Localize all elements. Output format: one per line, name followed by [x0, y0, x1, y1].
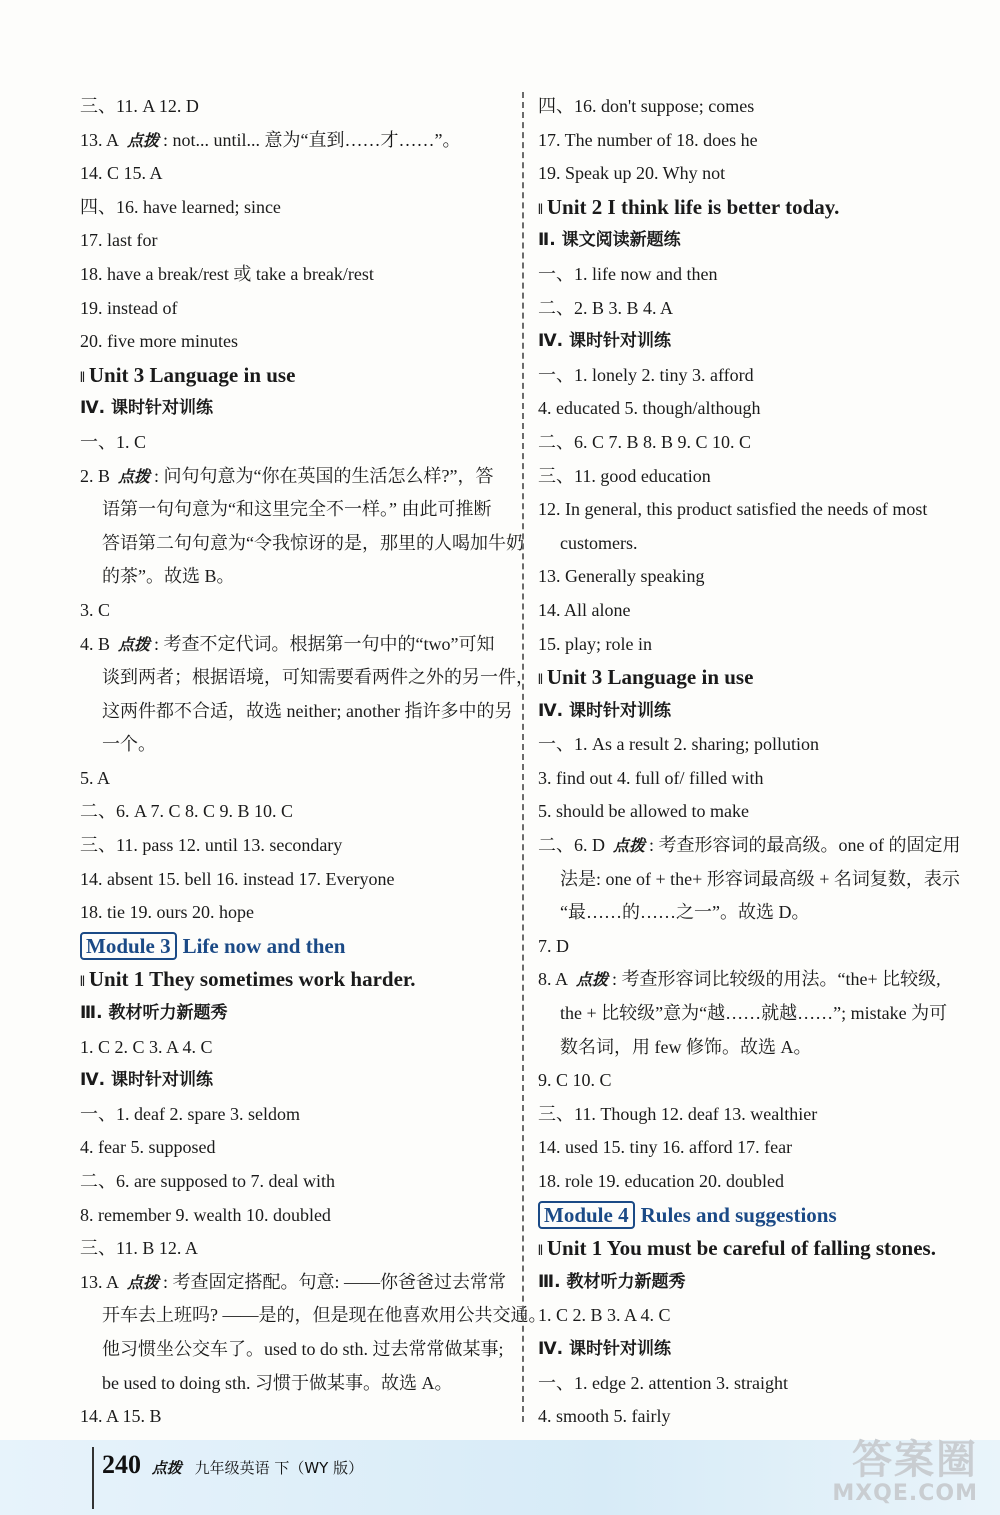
- section-heading: Ⅲ. 教材听力新题秀: [538, 1271, 686, 1292]
- answer-line: 一、1. edge 2. attention 3. straight: [538, 1372, 788, 1393]
- answer-number: 2. B: [80, 465, 111, 486]
- answer-line: 四、16. don't suppose; comes: [538, 96, 755, 116]
- module-label: Module 4: [538, 1201, 635, 1229]
- explanation-continuation: 的茶”。故选 B。: [102, 566, 235, 587]
- column-divider: [522, 92, 524, 1422]
- watermark-logo: 答案圈: [852, 1437, 978, 1483]
- section-heading: Ⅳ. 课时针对训练: [538, 700, 672, 721]
- footer-rule: [92, 1447, 94, 1509]
- answer-line: 14. A 15. B: [80, 1406, 162, 1427]
- section-heading: Ⅳ. 课时针对训练: [80, 398, 214, 419]
- module-heading: [538, 1199, 978, 1233]
- answer-line: 三、11. good education: [538, 465, 711, 486]
- answer-line: 20. five more minutes: [80, 331, 238, 352]
- answer-line: 5. A: [80, 767, 111, 788]
- unit-heading: ‖ Unit 3 Language in use: [80, 359, 512, 393]
- answer-line: 一、1. deaf 2. spare 3. seldom: [80, 1103, 300, 1124]
- dianbo-tag: 点拨: [118, 634, 151, 654]
- explanation-text: : 考查形容词比较级的用法。“the+ 比较级,: [612, 969, 941, 990]
- answer-line: 15. play; role in: [538, 633, 652, 654]
- explanation-text: : 考查形容词的最高级。one of 的固定用: [649, 835, 961, 856]
- answer-line: 1. C 2. C 3. A 4. C: [80, 1036, 213, 1057]
- module-label: Module 3: [80, 932, 177, 960]
- answer-line: 三、11. pass 12. until 13. secondary: [80, 835, 343, 856]
- explanation-continuation: 谈到两者；根据语境，可知需要看两件之外的另一件，: [102, 667, 534, 688]
- answer-line: 5. should be allowed to make: [538, 801, 749, 822]
- section-heading: Ⅳ. 课时针对训练: [80, 1070, 214, 1091]
- answer-line: 18. tie 19. ours 20. hope: [80, 902, 254, 923]
- explanation-text: : 考查固定搭配。句意: ——你爸爸过去常常: [163, 1271, 507, 1292]
- unit-heading: ‖ Unit 2 I think life is better today.: [538, 191, 978, 225]
- section-heading: Ⅳ. 课时针对训练: [538, 331, 672, 352]
- answer-line: 19. instead of: [80, 297, 178, 318]
- answer-line: 三、11. A 12. D: [80, 96, 199, 116]
- answer-line: 三、11. B 12. A: [80, 1238, 198, 1259]
- watermark-url: MXQE.COM: [832, 1481, 978, 1506]
- answer-number: 13. A: [80, 1271, 120, 1292]
- answer-line: 7. D: [538, 935, 569, 956]
- explanation-continuation: customers.: [560, 532, 638, 553]
- answer-line: 三、11. Though 12. deaf 13. wealthier: [538, 1103, 818, 1124]
- dianbo-tag: 点拨: [118, 466, 151, 486]
- answer-line: 二、6. A 7. C 8. C 9. B 10. C: [80, 801, 294, 822]
- answer-number: 13. A: [80, 129, 120, 150]
- explanation-continuation: 这两件都不合适，故选 neither; another 指许多中的另: [102, 700, 513, 721]
- explanation-continuation: the + 比较级”意为“越……就越……”; mistake 为可: [560, 1003, 948, 1024]
- answer-line: 1. C 2. B 3. A 4. C: [538, 1305, 671, 1326]
- explanation-continuation: 法是: one of + the+ 形容词最高级 + 名词复数，表示: [560, 868, 960, 889]
- answer-line: 4. fear 5. supposed: [80, 1137, 216, 1158]
- answer-line: 12. In general, this product satisfied the needs of most: [538, 499, 928, 520]
- answer-line: 14. All alone: [538, 599, 631, 620]
- answer-line: 二、2. B 3. B 4. A: [538, 297, 674, 318]
- unit-heading: ‖ Unit 3 Language in use: [538, 661, 978, 695]
- answer-line: [80, 460, 512, 494]
- explanation-continuation: “最……的……之一”。故选 D。: [560, 902, 810, 923]
- answer-line: 四、16. have learned; since: [80, 196, 281, 217]
- answer-line: 9. C 10. C: [538, 1070, 612, 1091]
- explanation-continuation: 答语第二句句意为“令我惊讶的是，那里的人喝加牛奶: [102, 532, 524, 553]
- answer-line: [80, 628, 512, 662]
- dianbo-tag: 点拨: [576, 970, 609, 990]
- answer-line: 17. The number of 18. does he: [538, 129, 758, 150]
- answer-line: 一、1. lonely 2. tiny 3. afford: [538, 364, 754, 385]
- explanation-continuation: 他习惯坐公交车了。used to do sth. 过去常常做某事;: [102, 1338, 504, 1359]
- book-title: 九年级英语 下（WY 版）: [194, 1459, 364, 1477]
- answer-line: 3. find out 4. full of/ filled with: [538, 767, 764, 788]
- answer-line: [80, 124, 512, 158]
- answer-line: 19. Speak up 20. Why not: [538, 163, 726, 184]
- answer-line: 14. C 15. A: [80, 163, 163, 184]
- section-heading: Ⅳ. 课时针对训练: [538, 1338, 672, 1359]
- footer-brand-logo: 点拨: [151, 1459, 182, 1477]
- answer-line: [538, 963, 978, 997]
- answer-line: 二、6. C 7. B 8. B 9. C 10. C: [538, 431, 752, 452]
- left-column: [80, 90, 547, 1434]
- answer-line: 18. have a break/rest 或 take a break/rest: [80, 263, 374, 284]
- answer-line: [538, 829, 978, 863]
- dianbo-tag: 点拨: [127, 1272, 160, 1292]
- page-number: 240: [102, 1450, 141, 1479]
- section-heading: Ⅱ. 课文阅读新题练: [538, 230, 681, 251]
- dianbo-tag: 点拨: [127, 130, 160, 150]
- answer-line: 一、1. life now and then: [538, 263, 718, 284]
- answer-line: 8. remember 9. wealth 10. doubled: [80, 1204, 331, 1225]
- right-column: [538, 90, 978, 1434]
- answer-line: 一、1. C: [80, 431, 147, 452]
- answer-line: 一、1. As a result 2. sharing; pollution: [538, 734, 819, 755]
- unit-heading: ‖ Unit 1 You must be careful of falling stones.: [538, 1232, 978, 1266]
- answer-line: 14. used 15. tiny 16. afford 17. fear: [538, 1137, 793, 1158]
- answer-line: [80, 1266, 512, 1300]
- answer-line: 4. smooth 5. fairly: [538, 1406, 671, 1427]
- watermark: [832, 1428, 978, 1506]
- explanation-continuation: 语第一句句意为“和这里完全不一样。” 由此可推断: [102, 499, 492, 520]
- explanation-continuation: be used to doing sth. 习惯于做某事。故选 A。: [102, 1372, 453, 1393]
- explanation-continuation: 一个。: [102, 734, 156, 755]
- explanation-text: : not... until... 意为“直到……才……”。: [163, 129, 461, 150]
- module-title: Rules and suggestions: [640, 1202, 837, 1227]
- answer-line: 二、6. are supposed to 7. deal with: [80, 1171, 335, 1191]
- answer-number: 8. A: [538, 969, 569, 990]
- unit-heading: ‖ Unit 1 They sometimes work harder.: [80, 963, 512, 997]
- explanation-continuation: 开车去上班吗? ——是的，但是现在他喜欢用公共交通。: [102, 1305, 547, 1326]
- answer-line: 13. Generally speaking: [538, 566, 705, 587]
- answer-line: 18. role 19. education 20. doubled: [538, 1171, 784, 1191]
- module-heading: [80, 930, 512, 964]
- answer-number: 4. B: [80, 633, 111, 654]
- explanation-text: : 问句句意为“你在英国的生活怎么样?”，答: [154, 465, 494, 486]
- section-heading: Ⅲ. 教材听力新题秀: [80, 1003, 228, 1024]
- answer-line: 14. absent 15. bell 16. instead 17. Everyone: [80, 868, 395, 889]
- answer-line: 3. C: [80, 599, 111, 620]
- module-title: Life now and then: [182, 933, 346, 958]
- page-footer: [102, 1450, 363, 1480]
- explanation-text: : 考查不定代词。根据第一句中的“two”可知: [154, 633, 495, 654]
- dianbo-tag: 点拨: [613, 836, 646, 856]
- answer-line: 4. educated 5. though/although: [538, 398, 761, 419]
- explanation-continuation: 数名词，用 few 修饰。故选 A。: [560, 1036, 812, 1057]
- answer-number: 二、6. D: [538, 835, 605, 856]
- answer-line: 17. last for: [80, 230, 158, 251]
